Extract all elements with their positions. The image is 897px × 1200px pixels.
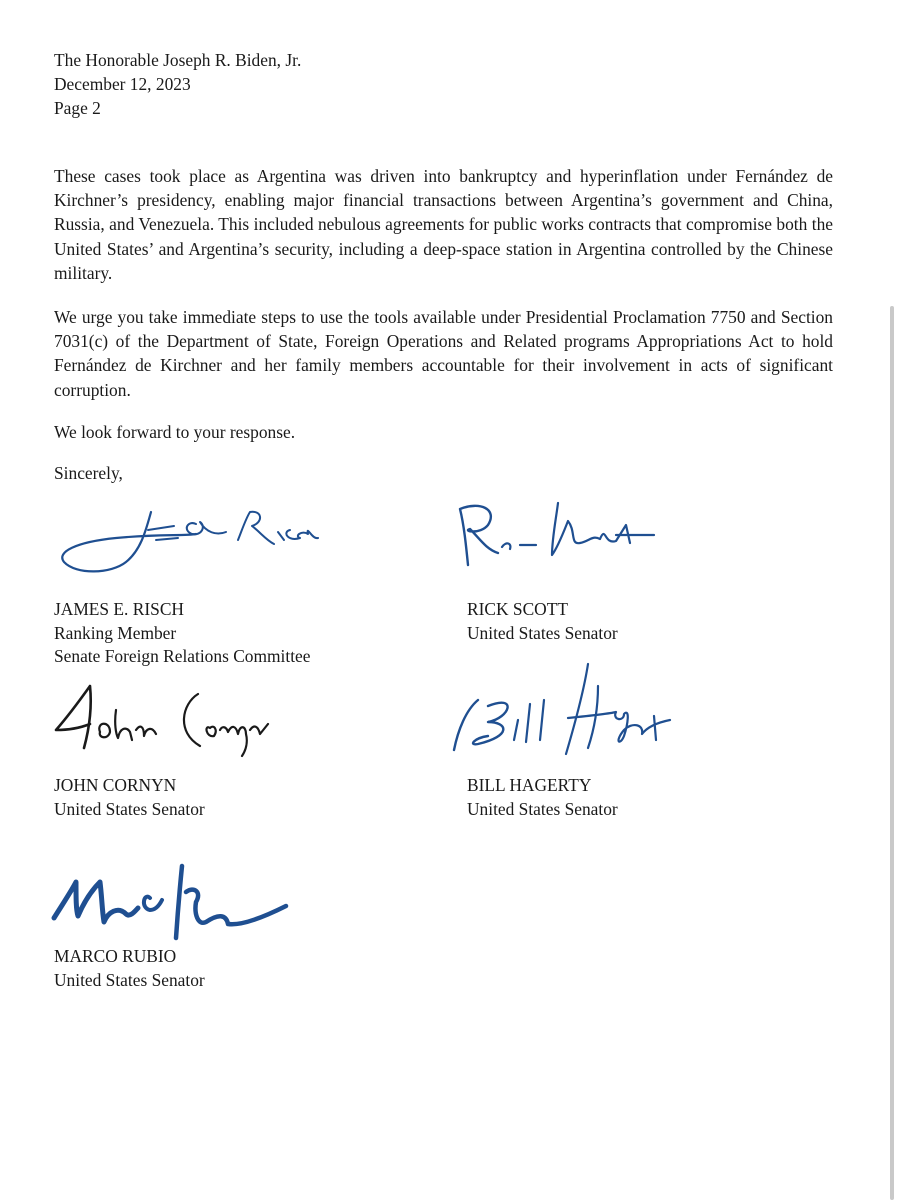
scott-signature: [440, 495, 670, 575]
cornyn-title: United States Senator: [54, 798, 205, 819]
letter-header: [54, 48, 301, 120]
body-paragraph-1: These cases took place as Argentina was driven into bankruptcy and hyperinflation under Fernández de Kirchner’s presidency, enabling major financial transactions between Argentina’s government and China, Russia, and Venezuela. This included nebulous agreements for public works contracts that compromise both the United States’ and Argentina’s security, including a deep-space station in Argentina controlled by the Chinese military.: [54, 166, 833, 283]
hagerty-name: BILL HAGERTY: [467, 775, 592, 795]
scrollbar-thumb[interactable]: [890, 306, 894, 1200]
rubio-signature: [46, 852, 296, 942]
hagerty-signature-block: [467, 774, 618, 821]
risch-title: Ranking Member: [54, 622, 177, 643]
risch-name: JAMES E. RISCH: [54, 599, 184, 619]
closing: Sincerely,: [54, 463, 123, 483]
scott-name: RICK SCOTT: [467, 599, 568, 619]
rubio-title: United States Senator: [54, 969, 205, 990]
risch-signature-block: [54, 598, 310, 669]
rubio-signature-block: [54, 945, 205, 992]
addressee: The Honorable Joseph R. Biden, Jr.: [54, 50, 302, 70]
body-paragraph-2: We urge you take immediate steps to use the tools available under Presidential Proclamation 7750 and Section 7031(c) of the Department of State, Foreign Operations and Related programs Appropriations Act to hold Fernández de Kirchner and her family members accountable for their involvement in acts of significant corruption.: [54, 307, 833, 400]
hagerty-signature: [448, 660, 678, 760]
cornyn-signature-block: [54, 774, 205, 821]
risch-committee: Senate Foreign Relations Committee: [54, 646, 311, 666]
cornyn-signature: [50, 680, 280, 760]
letter-date: December 12, 2023: [54, 74, 191, 94]
body-paragraph-3: We look forward to your response.: [54, 422, 296, 442]
page-number: Page 2: [54, 98, 101, 118]
rubio-name: MARCO RUBIO: [54, 946, 177, 966]
risch-signature: [56, 500, 326, 585]
cornyn-name: JOHN CORNYN: [54, 775, 177, 795]
scott-title: United States Senator: [467, 622, 618, 643]
scott-signature-block: [467, 598, 618, 645]
hagerty-title: United States Senator: [467, 798, 618, 819]
